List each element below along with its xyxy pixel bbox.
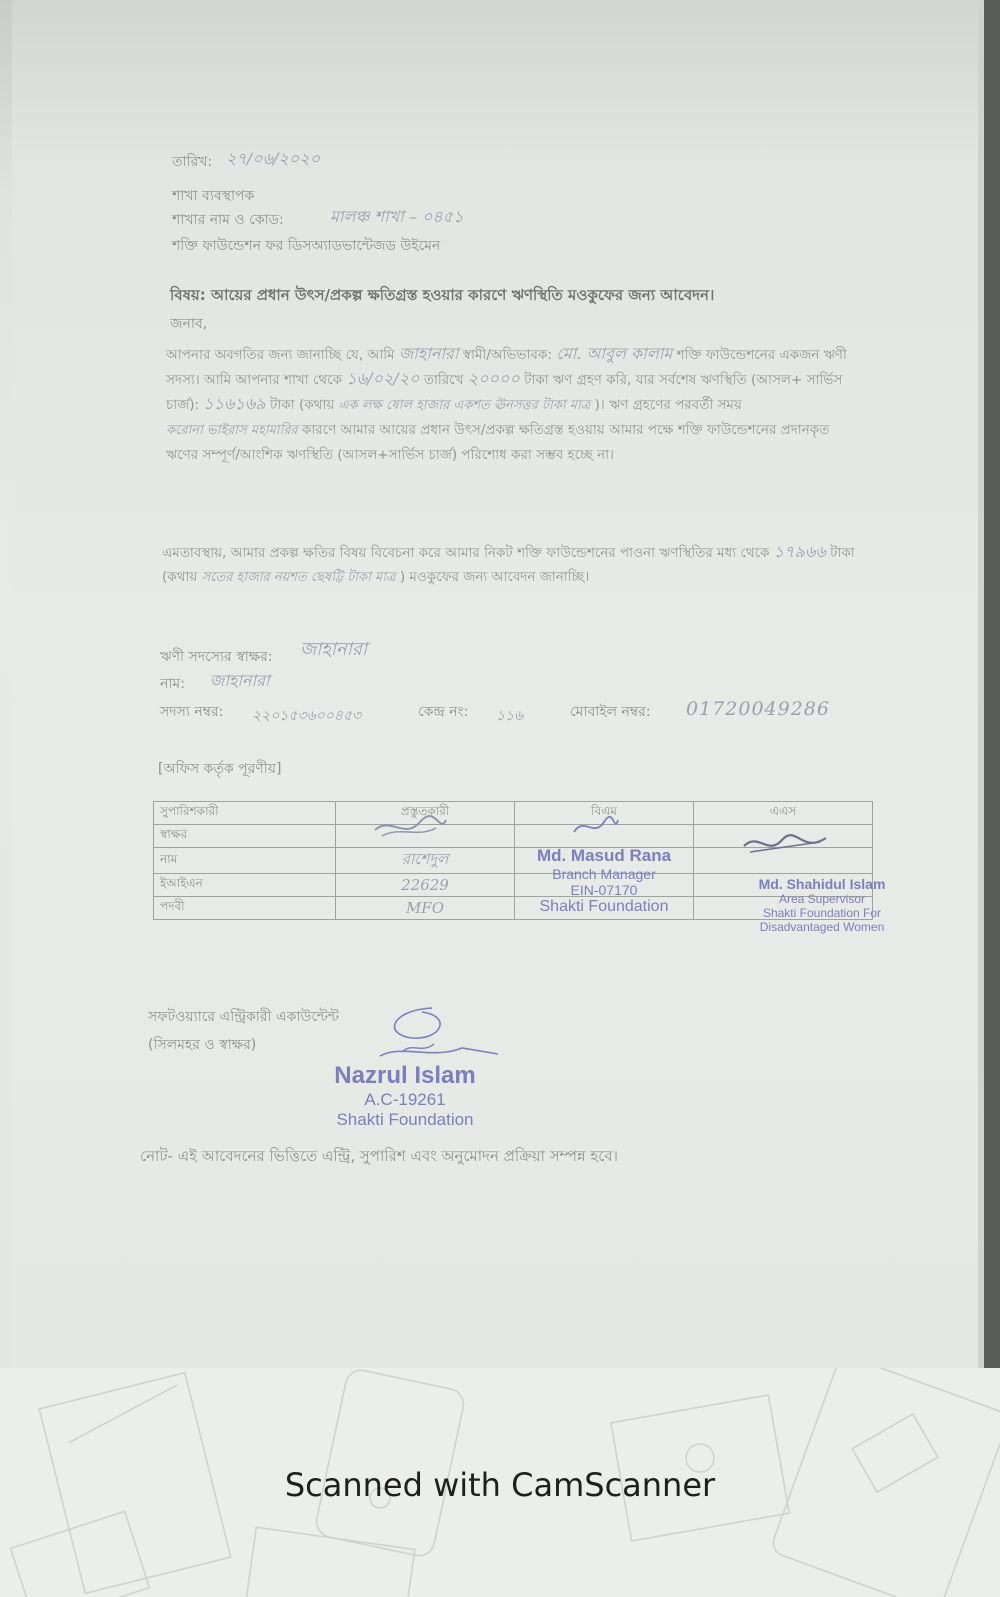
subject-line: বিষয়: আয়ের প্রধান উৎস/প্রকল্প ক্ষতিগ্রস্ত হওয়ার কারণে ঋণস্থিতি মওকুফের জন্য আবেদন।: [170, 286, 715, 304]
bm-stamp-org: Shakti Foundation: [539, 898, 669, 915]
waiver-words-handwritten: সতের হাজার নয়শত ছেষট্টি টাকা মাত্র: [201, 570, 396, 585]
balance-words-handwritten: এক লক্ষ ষোল হাজার একশত ঊনসত্তর টাকা মাত্র: [338, 398, 591, 413]
guardian-handwritten: মো. আবুল কালাম: [556, 344, 673, 363]
applicant-name-handwritten: জাহানারা: [398, 344, 459, 363]
salutation: জনাব,: [170, 316, 208, 332]
accountant-signature: [372, 1004, 502, 1064]
branch-value: মালঞ্চ শাখা – ০৪৫১: [330, 207, 464, 226]
date-value: ২৭/০৬/২০২০: [226, 149, 321, 168]
org-line: শক্তি ফাউন্ডেশন ফর ডিসঅ্যাডভান্টেজড উইমেন: [172, 238, 441, 254]
para1-text-c: শক্তি ফাউন্ডেশনের একজন ঋণী সদস্য। আমি আপনার শাখা থেকে: [166, 347, 847, 388]
table-header: সুপারিশকারী: [154, 802, 336, 825]
accountant-stamp-name: Nazrul Islam: [334, 1062, 476, 1089]
as-stamp: [732, 876, 912, 934]
table-header: বিএম: [514, 802, 693, 825]
waiver-amount-handwritten: ১৭৯৬৬: [773, 542, 826, 561]
mobile-label: মোবাইল নম্বর:: [570, 704, 651, 720]
para1-text-d: তারিখে: [423, 372, 464, 388]
member-no-value: ২২০১৫৩৬০০৪৫৩: [252, 708, 362, 724]
date-label: তারিখ:: [172, 154, 213, 170]
table-header: প্রস্তুতকারী: [336, 802, 515, 825]
seal-signature-label: (সিলমহর ও স্বাক্ষর): [148, 1037, 257, 1053]
bm-stamp-name: Md. Masud Rana: [536, 846, 672, 865]
branch-label: শাখার নাম ও কোড:: [172, 212, 284, 228]
center-value: ১১৬: [496, 708, 524, 724]
bm-stamp-title: Branch Manager: [552, 866, 656, 882]
table-cell: রাশেদুল: [336, 848, 515, 874]
as-stamp-org1: Shakti Foundation For: [762, 906, 882, 920]
row-label: নাম: [154, 848, 336, 874]
accountant-label: সফটওয়্যারে এন্ট্রিকারী একাউন্টেন্ট: [148, 1009, 340, 1025]
table-cell: 22629: [336, 874, 515, 897]
para2-text-b: টাকা (কথায়: [162, 545, 855, 585]
name-value: জাহানারা: [210, 671, 270, 690]
page-edge: [984, 0, 1000, 1368]
table-header-row: [154, 802, 873, 825]
para2-text-c: ) মওকুফের জন্য আবেদন জানাচ্ছি।: [399, 569, 590, 585]
para1-text-f: টাকা (কথায়: [270, 397, 335, 413]
table-cell: MFO: [336, 897, 515, 920]
paragraph-1: [166, 342, 856, 467]
bm-stamp: [516, 846, 692, 916]
para1-text-h: কারণে আমার আয়ের প্রধান উৎস/প্রকল্প ক্ষতিগ্রস্ত হওয়ায় আমার পক্ষে শক্তি ফাউন্ডেশনের প্রদানকৃত ঋণের সম্পূর্ণ/আংশিক ঋণস্থিতি (আসল+সার্ভিস চার্জ) পরিশোধ করা সম্ভব হচ্ছে না।: [166, 422, 830, 463]
as-stamp-org2: Disadvantaged Women: [759, 920, 885, 934]
as-signature: [740, 830, 830, 860]
para1-text-b: স্বামী/অভিভাবক:: [462, 347, 552, 363]
mobile-value: 01720049286: [686, 698, 830, 720]
camscanner-label: Scanned with CamScanner: [284, 1466, 716, 1504]
balance-handwritten: ১১৬১৬৯: [203, 394, 266, 413]
row-label: পদবী: [154, 897, 336, 920]
as-stamp-title: Area Supervisor: [778, 892, 866, 906]
para1-text-a: আপনার অবগতির জন্য জানাচ্ছি যে, আমি: [166, 347, 395, 363]
recipient-line: শাখা ব্যবস্থাপক: [172, 188, 255, 204]
table-header: এএস: [693, 802, 872, 825]
accountant-stamp-org: Shakti Foundation: [336, 1110, 474, 1129]
accountant-stamp-id: A.C-19261: [364, 1090, 446, 1109]
member-signature-label: ঋণী সদস্যের স্বাক্ষর:: [160, 649, 273, 665]
para1-text-g: )। ঋণ গ্রহণের পরবর্তী সময়: [594, 397, 742, 413]
office-heading: [অফিস কর্তৃক পূরণীয়]: [158, 761, 282, 777]
footnote: নোট- এই আবেদনের ভিত্তিতে এন্ট্রি, সুপারিশ এবং অনুমোদন প্রক্রিয়া সম্পন্ন হবে।: [140, 1147, 618, 1165]
member-no-label: সদস্য নম্বর:: [160, 704, 224, 720]
cause-handwritten: করোনা ভাইরাস মহামারির: [166, 423, 298, 438]
para2-text-a: এমতাবস্থায়, আমার প্রকল্প ক্ষতির বিষয় বিবেচনা করে আমার নিকট শক্তি ফাউন্ডেশনের পাওনা ঋণস্থিতির মধ্য থেকে: [162, 545, 770, 561]
bm-stamp-ein: EIN-07170: [570, 882, 638, 898]
loan-date-handwritten: ১৬/০২/২০: [346, 369, 420, 388]
accountant-stamp: [300, 1062, 510, 1130]
row-label: স্বাক্ষর: [154, 825, 336, 848]
row-label: ইআইএন: [154, 874, 336, 897]
member-signature: জাহানারা: [300, 639, 368, 660]
name-label: নাম:: [160, 676, 185, 692]
as-stamp-name: Md. Shahidul Islam: [758, 876, 886, 892]
preparer-signature: [370, 812, 450, 842]
paragraph-2: [162, 540, 856, 590]
center-label: কেন্দ্র নং:: [418, 704, 469, 720]
para1-text-e: টাকা ঋণ গ্রহণ করি, যার সর্বশেষ ঋণস্থিতি (আসল+ সার্ভিস চার্জ):: [166, 372, 843, 413]
bm-signature: [570, 814, 620, 840]
loan-amount-handwritten: ২০০০০: [467, 369, 520, 388]
